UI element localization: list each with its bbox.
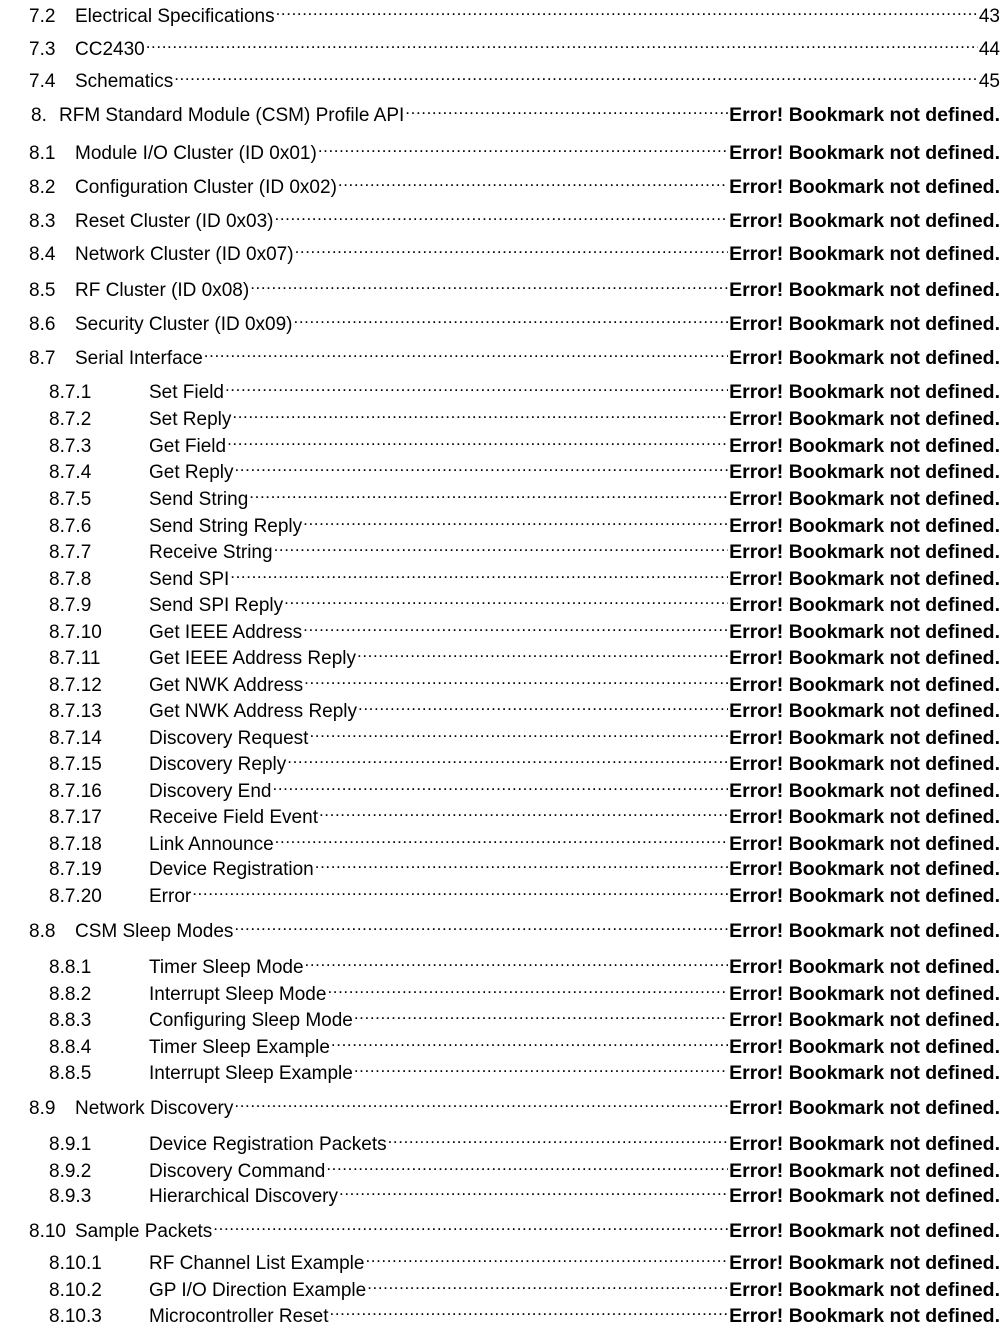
toc-entry-error-text: Error! Bookmark not defined.: [729, 1097, 1000, 1119]
toc-entry[interactable]: [0, 510, 1000, 538]
toc-entry-number: 8.10.2: [49, 1280, 102, 1301]
toc-entry-number: 8.10.1: [49, 1253, 102, 1274]
toc-dot-leader: [405, 99, 728, 121]
toc-entry[interactable]: [0, 456, 1000, 484]
toc-entry-number: 8.10.3: [49, 1306, 102, 1327]
toc-entry[interactable]: [0, 308, 1000, 336]
toc-entry-title: CSM Sleep Modes: [75, 921, 234, 942]
toc-entry-error-text: Error! Bookmark not defined.: [729, 1305, 1000, 1327]
toc-entry-number: 8.9: [29, 1098, 56, 1119]
toc-entry-error-text: Error! Bookmark not defined.: [729, 210, 1000, 232]
toc-entry[interactable]: [0, 536, 1000, 564]
toc-entry-title: CC2430: [75, 39, 145, 60]
toc-dot-leader: [284, 589, 728, 611]
toc-entry-page-number: 44: [978, 39, 1000, 60]
toc-entry-title: Receive Field Event: [149, 807, 318, 828]
toc-entry-number: 8.7.16: [49, 781, 102, 802]
toc-entry-error-text: Error! Bookmark not defined.: [729, 461, 1000, 483]
toc-entry-title: Configuring Sleep Mode: [149, 1010, 353, 1031]
toc-entry-error-text: Error! Bookmark not defined.: [729, 408, 1000, 430]
toc-entry[interactable]: [0, 853, 1000, 881]
toc-entry-number: 8.7.11: [49, 648, 101, 669]
toc-dot-leader: [225, 376, 728, 398]
toc-entry-title: Microcontroller Reset: [149, 1306, 329, 1327]
toc-dot-leader: [230, 563, 728, 585]
toc-entry-number: 8.9.2: [49, 1161, 92, 1182]
toc-entry-title: Device Registration Packets: [149, 1134, 387, 1155]
toc-dot-leader: [365, 1247, 728, 1269]
toc-dot-leader: [146, 33, 978, 55]
toc-entry-error-text: Error! Bookmark not defined.: [729, 1279, 1000, 1301]
toc-entry-title: Set Reply: [149, 409, 232, 430]
toc-dot-leader: [358, 695, 728, 717]
toc-entry-title: Send SPI Reply: [149, 595, 284, 616]
toc-dot-leader: [192, 880, 728, 902]
toc-entry-title: Receive String: [149, 542, 273, 563]
toc-entry-error-text: Error! Bookmark not defined.: [729, 594, 1000, 616]
toc-entry-number: 8.6: [29, 314, 56, 335]
toc-entry-error-text: Error! Bookmark not defined.: [729, 753, 1000, 775]
toc-entry[interactable]: [0, 1180, 1000, 1208]
toc-entry-error-text: Error! Bookmark not defined.: [729, 621, 1000, 643]
toc-entry-error-text: Error! Bookmark not defined.: [729, 833, 1000, 855]
toc-entry[interactable]: [0, 801, 1000, 829]
toc-dot-leader: [357, 642, 728, 664]
toc-entry-error-text: Error! Bookmark not defined.: [729, 647, 1000, 669]
toc-entry-number: 8.7.9: [49, 595, 92, 616]
toc-entry[interactable]: [0, 99, 1000, 127]
toc-entry-error-text: Error! Bookmark not defined.: [729, 1062, 1000, 1084]
toc-entry-number: 8.8.4: [49, 1037, 92, 1058]
toc-entry-error-text: Error! Bookmark not defined.: [729, 1133, 1000, 1155]
toc-entry[interactable]: [0, 1004, 1000, 1032]
toc-entry[interactable]: [0, 274, 1000, 302]
toc-dot-leader: [275, 205, 729, 227]
toc-entry-error-text: Error! Bookmark not defined.: [729, 243, 1000, 265]
toc-entry-error-text: Error! Bookmark not defined.: [729, 347, 1000, 369]
toc-entry[interactable]: [0, 483, 1000, 511]
toc-entry-title: Discovery End: [149, 781, 272, 802]
toc-entry[interactable]: [0, 748, 1000, 776]
toc-entry[interactable]: [0, 376, 1000, 404]
toc-entry-error-text: Error! Bookmark not defined.: [729, 104, 1000, 126]
toc-entry[interactable]: [0, 403, 1000, 431]
toc-entry[interactable]: [0, 722, 1000, 750]
toc-dot-leader: [367, 1274, 728, 1296]
toc-dot-leader: [294, 308, 729, 330]
toc-entry-title: Network Cluster (ID 0x07): [75, 244, 294, 265]
toc-dot-leader: [304, 669, 728, 691]
toc-entry[interactable]: [0, 669, 1000, 697]
toc-dot-leader: [309, 722, 728, 744]
toc-entry-error-text: Error! Bookmark not defined.: [729, 885, 1000, 907]
toc-entry-error-text: Error! Bookmark not defined.: [729, 700, 1000, 722]
toc-entry-error-text: Error! Bookmark not defined.: [729, 313, 1000, 335]
toc-entry-number: 8.7.17: [49, 807, 102, 828]
toc-entry-error-text: Error! Bookmark not defined.: [729, 381, 1000, 403]
toc-entry[interactable]: [0, 1057, 1000, 1085]
toc-entry-number: 8.4: [29, 244, 56, 265]
toc-dot-leader: [204, 342, 728, 364]
toc-entry[interactable]: [0, 695, 1000, 723]
toc-entry[interactable]: [0, 589, 1000, 617]
toc-entry-title: Get Field: [149, 436, 227, 457]
toc-entry[interactable]: [0, 775, 1000, 803]
toc-entry-number: 8.7: [29, 348, 56, 369]
toc-entry-title: RF Cluster (ID 0x08): [75, 280, 250, 301]
toc-entry-title: Discovery Command: [149, 1161, 326, 1182]
toc-entry-title: Interrupt Sleep Mode: [149, 984, 327, 1005]
toc-entry-number: 8.9.3: [49, 1186, 92, 1207]
toc-dot-leader: [174, 65, 978, 87]
toc-entry[interactable]: [0, 563, 1000, 591]
toc-entry-title: Get IEEE Address Reply: [149, 648, 356, 669]
toc-entry-title: Interrupt Sleep Example: [149, 1063, 353, 1084]
toc-entry[interactable]: [0, 137, 1000, 165]
toc-entry-number: 8.8.2: [49, 984, 92, 1005]
toc-dot-leader: [275, 828, 728, 850]
toc-entry-title: Send String Reply: [149, 516, 303, 537]
toc-entry-error-text: Error! Bookmark not defined.: [729, 176, 1000, 198]
toc-entry-number: 8.7.3: [49, 436, 92, 457]
toc-entry-title: Network Discovery: [75, 1098, 234, 1119]
toc-dot-leader: [295, 238, 729, 260]
toc-entry-title: Discovery Reply: [149, 754, 287, 775]
toc-entry[interactable]: [0, 642, 1000, 670]
toc-entry-page-number: 43: [978, 6, 1000, 27]
toc-entry-number: 8.7.5: [49, 489, 92, 510]
toc-entry-number: 8.7.6: [49, 516, 92, 537]
toc-dot-leader: [331, 1031, 728, 1053]
toc-entry[interactable]: [0, 0, 1000, 28]
toc-entry-error-text: Error! Bookmark not defined.: [729, 1160, 1000, 1182]
toc-entry-title: Link Announce: [149, 834, 274, 855]
toc-entry-title: Hierarchical Discovery: [149, 1186, 338, 1207]
toc-entry[interactable]: [0, 1215, 1000, 1243]
toc-dot-leader: [234, 1092, 728, 1114]
toc-entry-error-text: Error! Bookmark not defined.: [729, 806, 1000, 828]
toc-dot-leader: [274, 536, 729, 558]
toc-dot-leader: [338, 171, 728, 193]
toc-entry-error-text: Error! Bookmark not defined.: [729, 1185, 1000, 1207]
toc-entry-title: Timer Sleep Example: [149, 1037, 330, 1058]
toc-dot-leader: [303, 616, 728, 638]
toc-entry-page-number: 45: [978, 71, 1000, 92]
toc-entry-title: GP I/O Direction Example: [149, 1280, 367, 1301]
toc-entry-number: 8.9.1: [49, 1134, 92, 1155]
toc-entry-title: Serial Interface: [75, 348, 203, 369]
toc-entry-error-text: Error! Bookmark not defined.: [729, 1220, 1000, 1242]
toc-entry-error-text: Error! Bookmark not defined.: [729, 279, 1000, 301]
toc-dot-leader: [354, 1057, 728, 1079]
toc-entry-error-text: Error! Bookmark not defined.: [729, 1252, 1000, 1274]
toc-entry-error-text: Error! Bookmark not defined.: [729, 780, 1000, 802]
toc-entry-title: RFM Standard Module (CSM) Profile API: [59, 105, 405, 126]
toc-entry[interactable]: [0, 828, 1000, 856]
toc-dot-leader: [318, 137, 728, 159]
toc-dot-leader: [234, 456, 728, 478]
toc-dot-leader: [303, 510, 728, 532]
toc-entry-number: 8.7.7: [49, 542, 92, 563]
toc-entry[interactable]: [0, 1300, 1000, 1328]
toc-dot-leader: [273, 775, 729, 797]
toc-entry-title: RF Channel List Example: [149, 1253, 365, 1274]
toc-dot-leader: [249, 483, 728, 505]
toc-dot-leader: [319, 801, 728, 823]
toc-entry-number: 8.8: [29, 921, 56, 942]
toc-entry-title: Electrical Specifications: [75, 6, 275, 27]
toc-entry-title: Set Field: [149, 382, 224, 403]
toc-entry-title: Get Reply: [149, 462, 234, 483]
toc-entry[interactable]: [0, 205, 1000, 233]
toc-entry-title: Get NWK Address: [149, 675, 304, 696]
toc-dot-leader: [287, 748, 728, 770]
toc-entry-number: 8.8.1: [49, 957, 92, 978]
toc-dot-leader: [276, 0, 978, 22]
toc-entry-title: Configuration Cluster (ID 0x02): [75, 177, 337, 198]
toc-entry-number: 8.1: [29, 143, 56, 164]
toc-entry[interactable]: [0, 171, 1000, 199]
toc-dot-leader: [234, 915, 728, 937]
toc-dot-leader: [315, 853, 728, 875]
toc-entry[interactable]: [0, 1274, 1000, 1302]
toc-entry-error-text: Error! Bookmark not defined.: [729, 674, 1000, 696]
toc-entry[interactable]: [0, 430, 1000, 458]
toc-dot-leader: [213, 1215, 728, 1237]
toc-dot-leader: [250, 274, 728, 296]
toc-entry-title: Module I/O Cluster (ID 0x01): [75, 143, 317, 164]
toc-entry-number: 8.7.19: [49, 859, 102, 880]
toc-entry[interactable]: [0, 238, 1000, 266]
toc-entry-error-text: Error! Bookmark not defined.: [729, 920, 1000, 942]
toc-entry-number: 8.7.10: [49, 622, 102, 643]
toc-entry[interactable]: [0, 342, 1000, 370]
toc-dot-leader: [339, 1180, 728, 1202]
toc-entry[interactable]: [0, 978, 1000, 1006]
toc-entry[interactable]: [0, 616, 1000, 644]
toc-entry[interactable]: [0, 915, 1000, 943]
toc-entry-number: 8.7.4: [49, 462, 92, 483]
toc-entry-number: 8.8.3: [49, 1010, 92, 1031]
toc-dot-leader: [327, 978, 728, 1000]
toc-entry-number: 8.7.12: [49, 675, 102, 696]
toc-entry-number: 8.7.1: [49, 382, 92, 403]
toc-entry[interactable]: [0, 951, 1000, 979]
toc-entry-error-text: Error! Bookmark not defined.: [729, 727, 1000, 749]
toc-entry-error-text: Error! Bookmark not defined.: [729, 983, 1000, 1005]
toc-entry-title: Error: [149, 886, 192, 907]
toc-entry[interactable]: [0, 1155, 1000, 1183]
toc-entry-title: Get IEEE Address: [149, 622, 303, 643]
toc-entry-title: Send String: [149, 489, 249, 510]
toc-entry-title: Get NWK Address Reply: [149, 701, 358, 722]
toc-entry[interactable]: [0, 33, 1000, 61]
toc-entry-error-text: Error! Bookmark not defined.: [729, 1036, 1000, 1058]
toc-entry-title: Device Registration: [149, 859, 314, 880]
toc-entry-number: 7.4: [29, 71, 56, 92]
toc-dot-leader: [232, 403, 728, 425]
toc-entry-error-text: Error! Bookmark not defined.: [729, 488, 1000, 510]
toc-entry-error-text: Error! Bookmark not defined.: [729, 956, 1000, 978]
toc-entry-number: 8.7.2: [49, 409, 92, 430]
toc-entry-error-text: Error! Bookmark not defined.: [729, 858, 1000, 880]
toc-entry-number: 8.7.15: [49, 754, 102, 775]
toc-entry-number: 8.7.8: [49, 569, 92, 590]
toc-entry[interactable]: [0, 1247, 1000, 1275]
toc-entry-title: Send SPI: [149, 569, 230, 590]
toc-entry-number: 8.7.18: [49, 834, 102, 855]
toc-entry-title: Discovery Request: [149, 728, 309, 749]
toc-entry[interactable]: [0, 1092, 1000, 1120]
toc-entry-error-text: Error! Bookmark not defined.: [729, 515, 1000, 537]
toc-entry-number: 8.7.14: [49, 728, 102, 749]
toc-entry-error-text: Error! Bookmark not defined.: [729, 541, 1000, 563]
toc-entry[interactable]: [0, 65, 1000, 93]
toc-entry-number: 8.: [31, 105, 47, 126]
toc-entry-error-text: Error! Bookmark not defined.: [729, 435, 1000, 457]
toc-entry-number: 8.10: [29, 1221, 66, 1242]
toc-entry-number: 7.2: [29, 6, 56, 27]
toc-dot-leader: [305, 951, 729, 973]
toc-entry-title: Reset Cluster (ID 0x03): [75, 211, 274, 232]
toc-entry-error-text: Error! Bookmark not defined.: [729, 1009, 1000, 1031]
toc-entry-title: Timer Sleep Mode: [149, 957, 304, 978]
toc-entry-number: 8.2: [29, 177, 56, 198]
toc-entry-number: 8.7.13: [49, 701, 102, 722]
toc-entry-number: 8.3: [29, 211, 56, 232]
toc-entry-error-text: Error! Bookmark not defined.: [729, 142, 1000, 164]
toc-entry-number: 7.3: [29, 39, 56, 60]
toc-entry-title: Schematics: [75, 71, 174, 92]
toc-entry-error-text: Error! Bookmark not defined.: [729, 568, 1000, 590]
toc-entry[interactable]: [0, 1128, 1000, 1156]
toc-dot-leader: [326, 1155, 728, 1177]
toc-entry-number: 8.8.5: [49, 1063, 92, 1084]
toc-entry[interactable]: [0, 1031, 1000, 1059]
toc-dot-leader: [354, 1004, 728, 1026]
toc-entry[interactable]: [0, 880, 1000, 908]
toc-entry-number: 8.5: [29, 280, 56, 301]
toc-entry-number: 8.7.20: [49, 886, 102, 907]
toc-entry-title: Security Cluster (ID 0x09): [75, 314, 293, 335]
toc-dot-leader: [388, 1128, 729, 1150]
toc-entry-title: Sample Packets: [75, 1221, 213, 1242]
toc-dot-leader: [227, 430, 728, 452]
toc-dot-leader: [330, 1300, 729, 1322]
